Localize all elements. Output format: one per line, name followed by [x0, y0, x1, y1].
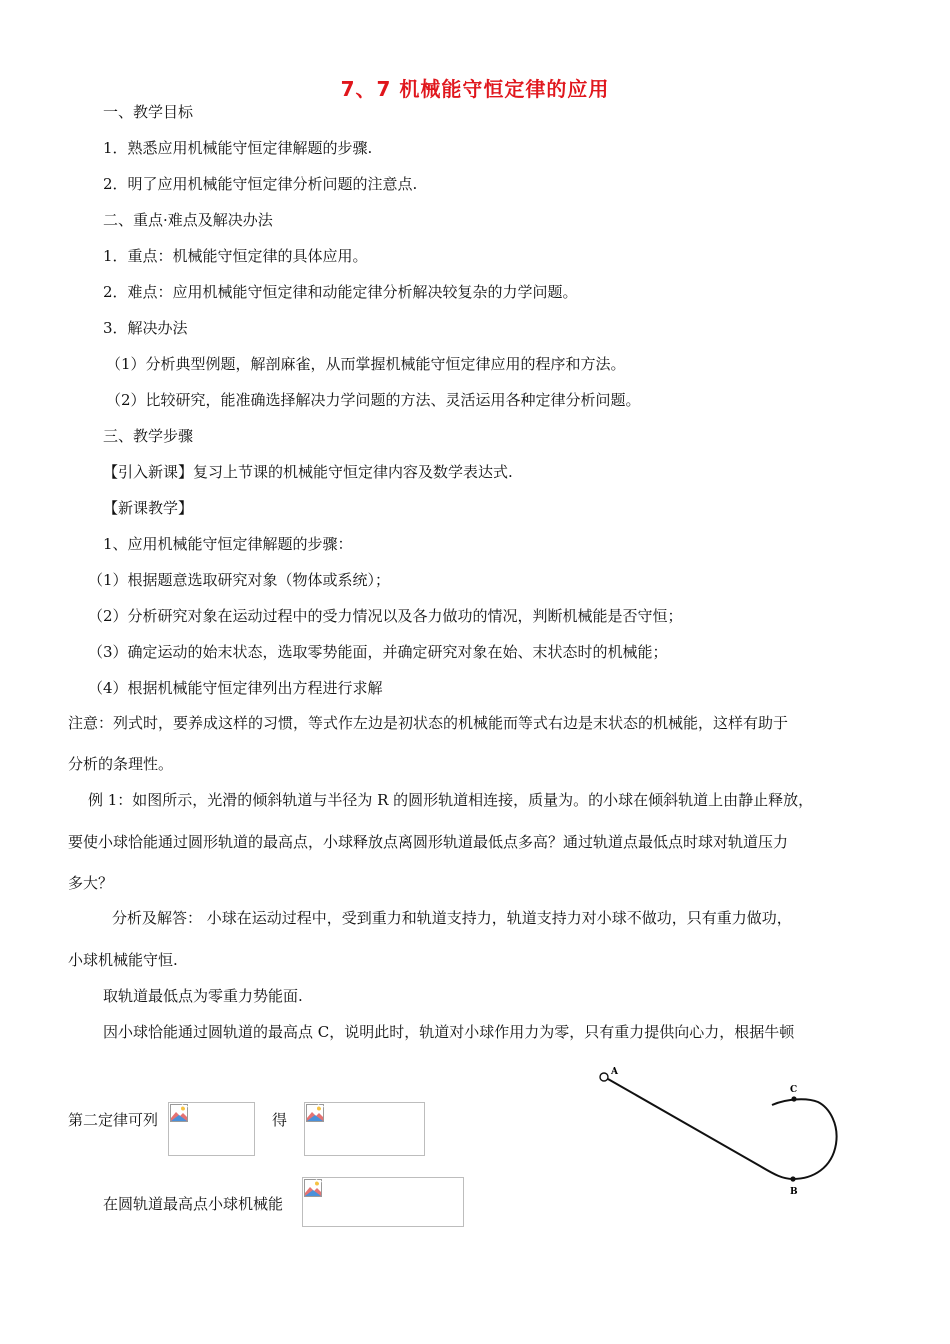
new-lesson-heading: 【新课教学】 [103, 499, 194, 517]
ball-at-a [600, 1073, 608, 1081]
formula-image-placeholder-3 [302, 1177, 464, 1227]
key-point: 1．重点：机械能守恒定律的具体应用。 [103, 247, 368, 265]
steps-heading: 1、应用机械能守恒定律解题的步骤： [103, 535, 353, 553]
broken-image-icon [304, 1179, 322, 1197]
formula-image-placeholder-1 [168, 1102, 255, 1156]
objective-2: 2．明了应用机械能守恒定律分析问题的注意点. [103, 175, 418, 193]
formula-image-placeholder-2 [304, 1102, 425, 1156]
step-3: （3）确定运动的始末状态，选取零势能面，并确定研究对象在始、末状态时的机械能； [88, 643, 668, 661]
solution-item-2: （2）比较研究，能准确选择解决力学问题的方法、灵活运用各种定律分析问题。 [106, 391, 641, 409]
track-diagram [580, 1060, 860, 1210]
solution-heading: 3．解决办法 [103, 319, 188, 337]
difficult-point: 2．难点：应用机械能守恒定律和动能定律分析解决较复杂的力学问题。 [103, 283, 578, 301]
example-line-2: 要使小球恰能通过圆形轨道的最高点，小球释放点离圆形轨道最低点多高？通过轨道点最低点时球对轨道压力 [68, 833, 789, 851]
section-heading-steps: 三、教学步骤 [103, 427, 194, 445]
note-line-1: 注意：列式时，要养成这样的习惯，等式作左边是初状态的机械能而等式右边是末状态的机械能，这样有助于 [68, 714, 789, 732]
objective-1: 1．熟悉应用机械能守恒定律解题的步骤. [103, 139, 373, 157]
result-label: 得 [272, 1111, 288, 1129]
solution-item-1: （1）分析典型例题，解剖麻雀，从而掌握机械能守恒定律应用的程序和方法。 [106, 355, 626, 373]
point-c-marker [791, 1096, 796, 1101]
step-4: （4）根据机械能守恒定律列出方程进行求解 [88, 679, 383, 697]
point-b-marker [790, 1176, 795, 1181]
example-line-1: 例 1：如图所示，光滑的倾斜轨道与半径为 R 的圆形轨道相连接，质量为。的小球在倾斜轨道上由静止释放， [88, 791, 814, 809]
broken-image-icon [170, 1104, 188, 1122]
document-title: 7、7 机械能守恒定律的应用 [340, 77, 610, 101]
section-heading-key-points: 二、重点·难点及解决办法 [103, 211, 273, 229]
inclined-and-circular-track [608, 1079, 837, 1179]
label-point-c: C [790, 1085, 798, 1095]
intro-new-lesson: 【引入新课】复习上节课的机械能守恒定律内容及数学表达式. [103, 463, 513, 481]
analysis-line-1: 分析及解答： 小球在运动过程中，受到重力和轨道支持力，轨道支持力对小球不做功，只有重力做功， [112, 909, 792, 927]
example-line-3: 多大？ [68, 874, 114, 892]
analysis-line-3: 因小球恰能通过圆轨道的最高点 C，说明此时，轨道对小球作用力为零，只有重力提供向心力，根据牛顿 [103, 1023, 795, 1041]
broken-image-icon [306, 1104, 324, 1122]
top-energy-line: 在圆轨道最高点小球机械能 [103, 1195, 284, 1213]
step-1: （1）根据题意选取研究对象（物体或系统）； [88, 571, 391, 589]
newton-second-law-line: 第二定律可列 [68, 1111, 159, 1129]
label-point-b: B [790, 1187, 798, 1197]
analysis-line-2: 小球机械能守恒. [68, 951, 178, 969]
note-line-2: 分析的条理性。 [68, 755, 174, 773]
step-2: （2）分析研究对象在运动过程中的受力情况以及各力做功的情况，判断机械能是否守恒； [88, 607, 683, 625]
section-heading-objectives: 一、教学目标 [103, 103, 194, 121]
label-point-a: A [611, 1067, 618, 1077]
zero-potential-line: 取轨道最低点为零重力势能面. [103, 987, 303, 1005]
